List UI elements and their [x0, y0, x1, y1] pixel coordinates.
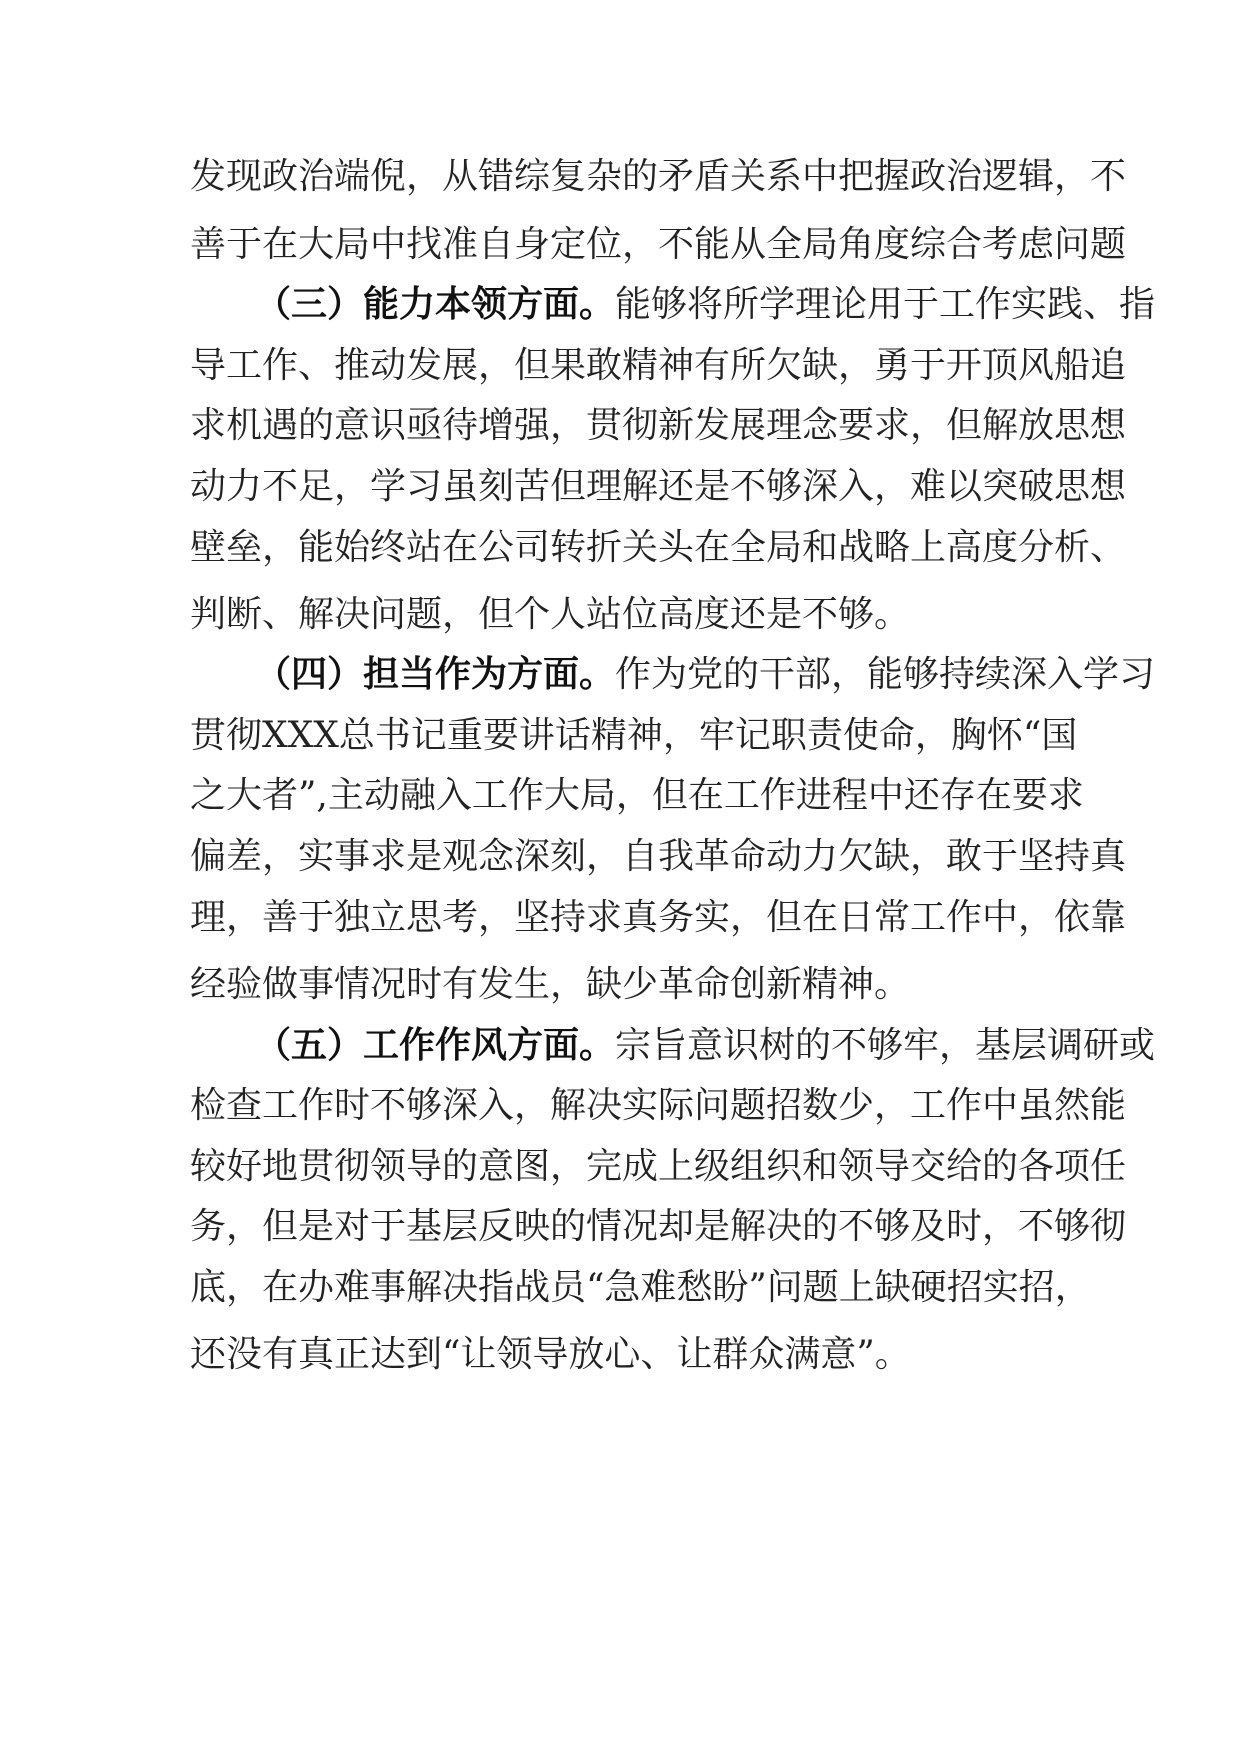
section-5-heading: （五）工作作风方面。 — [255, 1025, 616, 1066]
section-3-line-2: 导工作、推动发展，但果敢精神有所欠缺，勇于开顶风船追 — [190, 345, 1127, 386]
section-5-line-5: 底，在办难事解决指战员“急难愁盼”问题上缺硬招实招， — [190, 1267, 1091, 1308]
section-4-line-6: 经验做事情况时有发生，缺少革命创新精神。 — [190, 964, 911, 1005]
section-3-line-6: 判断、解决问题，但个人站位高度还是不够。 — [190, 594, 911, 635]
intro-line-1: 发现政治端倪，从错综复杂的矛盾关系中把握政治逻辑，不 — [190, 156, 1127, 197]
section-4-line-4: 偏差，实事求是观念深刻，自我革命动力欠缺，敢于坚持真 — [190, 836, 1127, 877]
section-3-heading: （三）能力本领方面。 — [255, 284, 616, 325]
section-4-line-5: 理，善于独立思考，坚持求真务实，但在日常工作中，依靠 — [190, 897, 1127, 938]
section-4-first-line — [255, 653, 1155, 697]
section-4-line-2: 贯彻XXX总书记重要讲话精神，牢记职责使命，胸怀“国 — [190, 715, 1078, 756]
section-3-line-5: 壁垒，能始终站在公司转折关头在全局和战略上高度分析、 — [190, 527, 1127, 568]
section-5-line-6: 还没有真正达到“让领导放心、让群众满意”。 — [190, 1334, 911, 1375]
section-5-line-4: 务，但是对于基层反映的情况却是解决的不够及时，不够彻 — [190, 1206, 1127, 1247]
section-3-first-line-text: 能够将所学理论用于工作实践、指 — [615, 284, 1156, 325]
section-5-first-line-text: 宗旨意识树的不够牢，基层调研或 — [615, 1025, 1156, 1066]
section-3-line-3: 求机遇的意识亟待增强，贯彻新发展理念要求，但解放思想 — [190, 405, 1127, 446]
section-4-first-line-text: 作为党的干部，能够持续深入学习 — [615, 654, 1156, 695]
section-3-line-4: 动力不足，学习虽刻苦但理解还是不够深入，难以突破思想 — [190, 466, 1127, 507]
section-4-line-3: 之大者”,主动融入工作大局，但在工作进程中还存在要求 — [190, 775, 1084, 816]
intro-line-2: 善于在大局中找准自身定位，不能从全局角度综合考虑问题 — [190, 224, 1127, 265]
section-3-first-line — [255, 283, 1155, 327]
section-5-line-2: 检查工作时不够深入，解决实际问题招数少，工作中虽然能 — [190, 1085, 1127, 1126]
section-4-heading: （四）担当作为方面。 — [255, 654, 616, 695]
section-5-first-line — [255, 1024, 1155, 1068]
section-5-line-3: 较好地贯彻领导的意图，完成上级组织和领导交给的各项任 — [190, 1146, 1127, 1187]
